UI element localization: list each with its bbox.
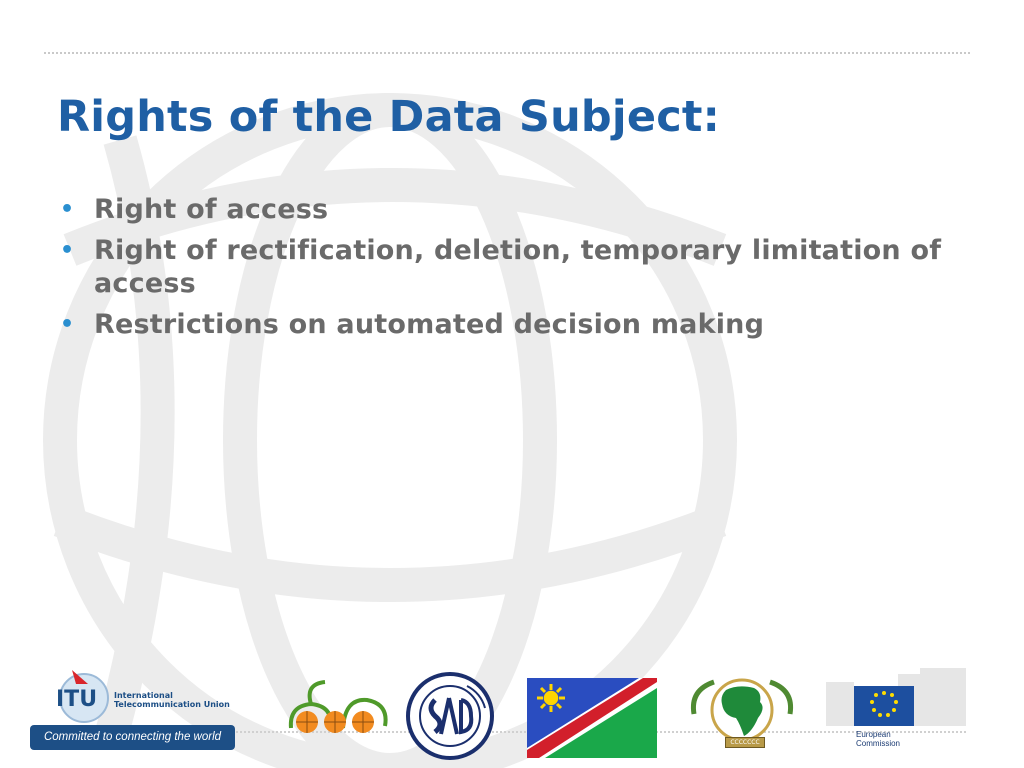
itu-name: International Telecommunication Union [114,691,230,709]
itu-emblem-icon [44,664,124,726]
ec-building-icon [824,664,969,728]
bullet-marker: • [60,238,75,263]
african-union-logo [680,674,805,754]
sun-icon [537,684,565,712]
bullet-item [60,308,960,341]
cap-logo [285,678,391,742]
slide-title: Rights of the Data Subject: [57,92,721,142]
bullet-text: Restrictions on automated decision making [94,309,765,340]
ec-name: European Commission [856,730,901,748]
european-commission-logo [824,664,969,754]
au-label: CCCCCCC [725,737,765,748]
bullet-item [60,193,960,226]
bullet-text: Right of access [94,194,329,225]
bullet-list [60,193,960,349]
itu-logo [30,664,235,750]
bullet-marker: • [60,312,75,337]
namibia-flag [527,678,657,758]
sadc-logo [405,672,495,760]
itu-tagline: Committed to connecting the world [30,725,235,750]
bullet-text: Right of rectification, deletion, temporary limitation of access [94,235,942,299]
bullet-marker: • [60,197,75,222]
bullet-item [60,234,960,300]
top-dotted-rule [44,52,970,54]
svg-text:ITU: ITU [56,687,98,712]
